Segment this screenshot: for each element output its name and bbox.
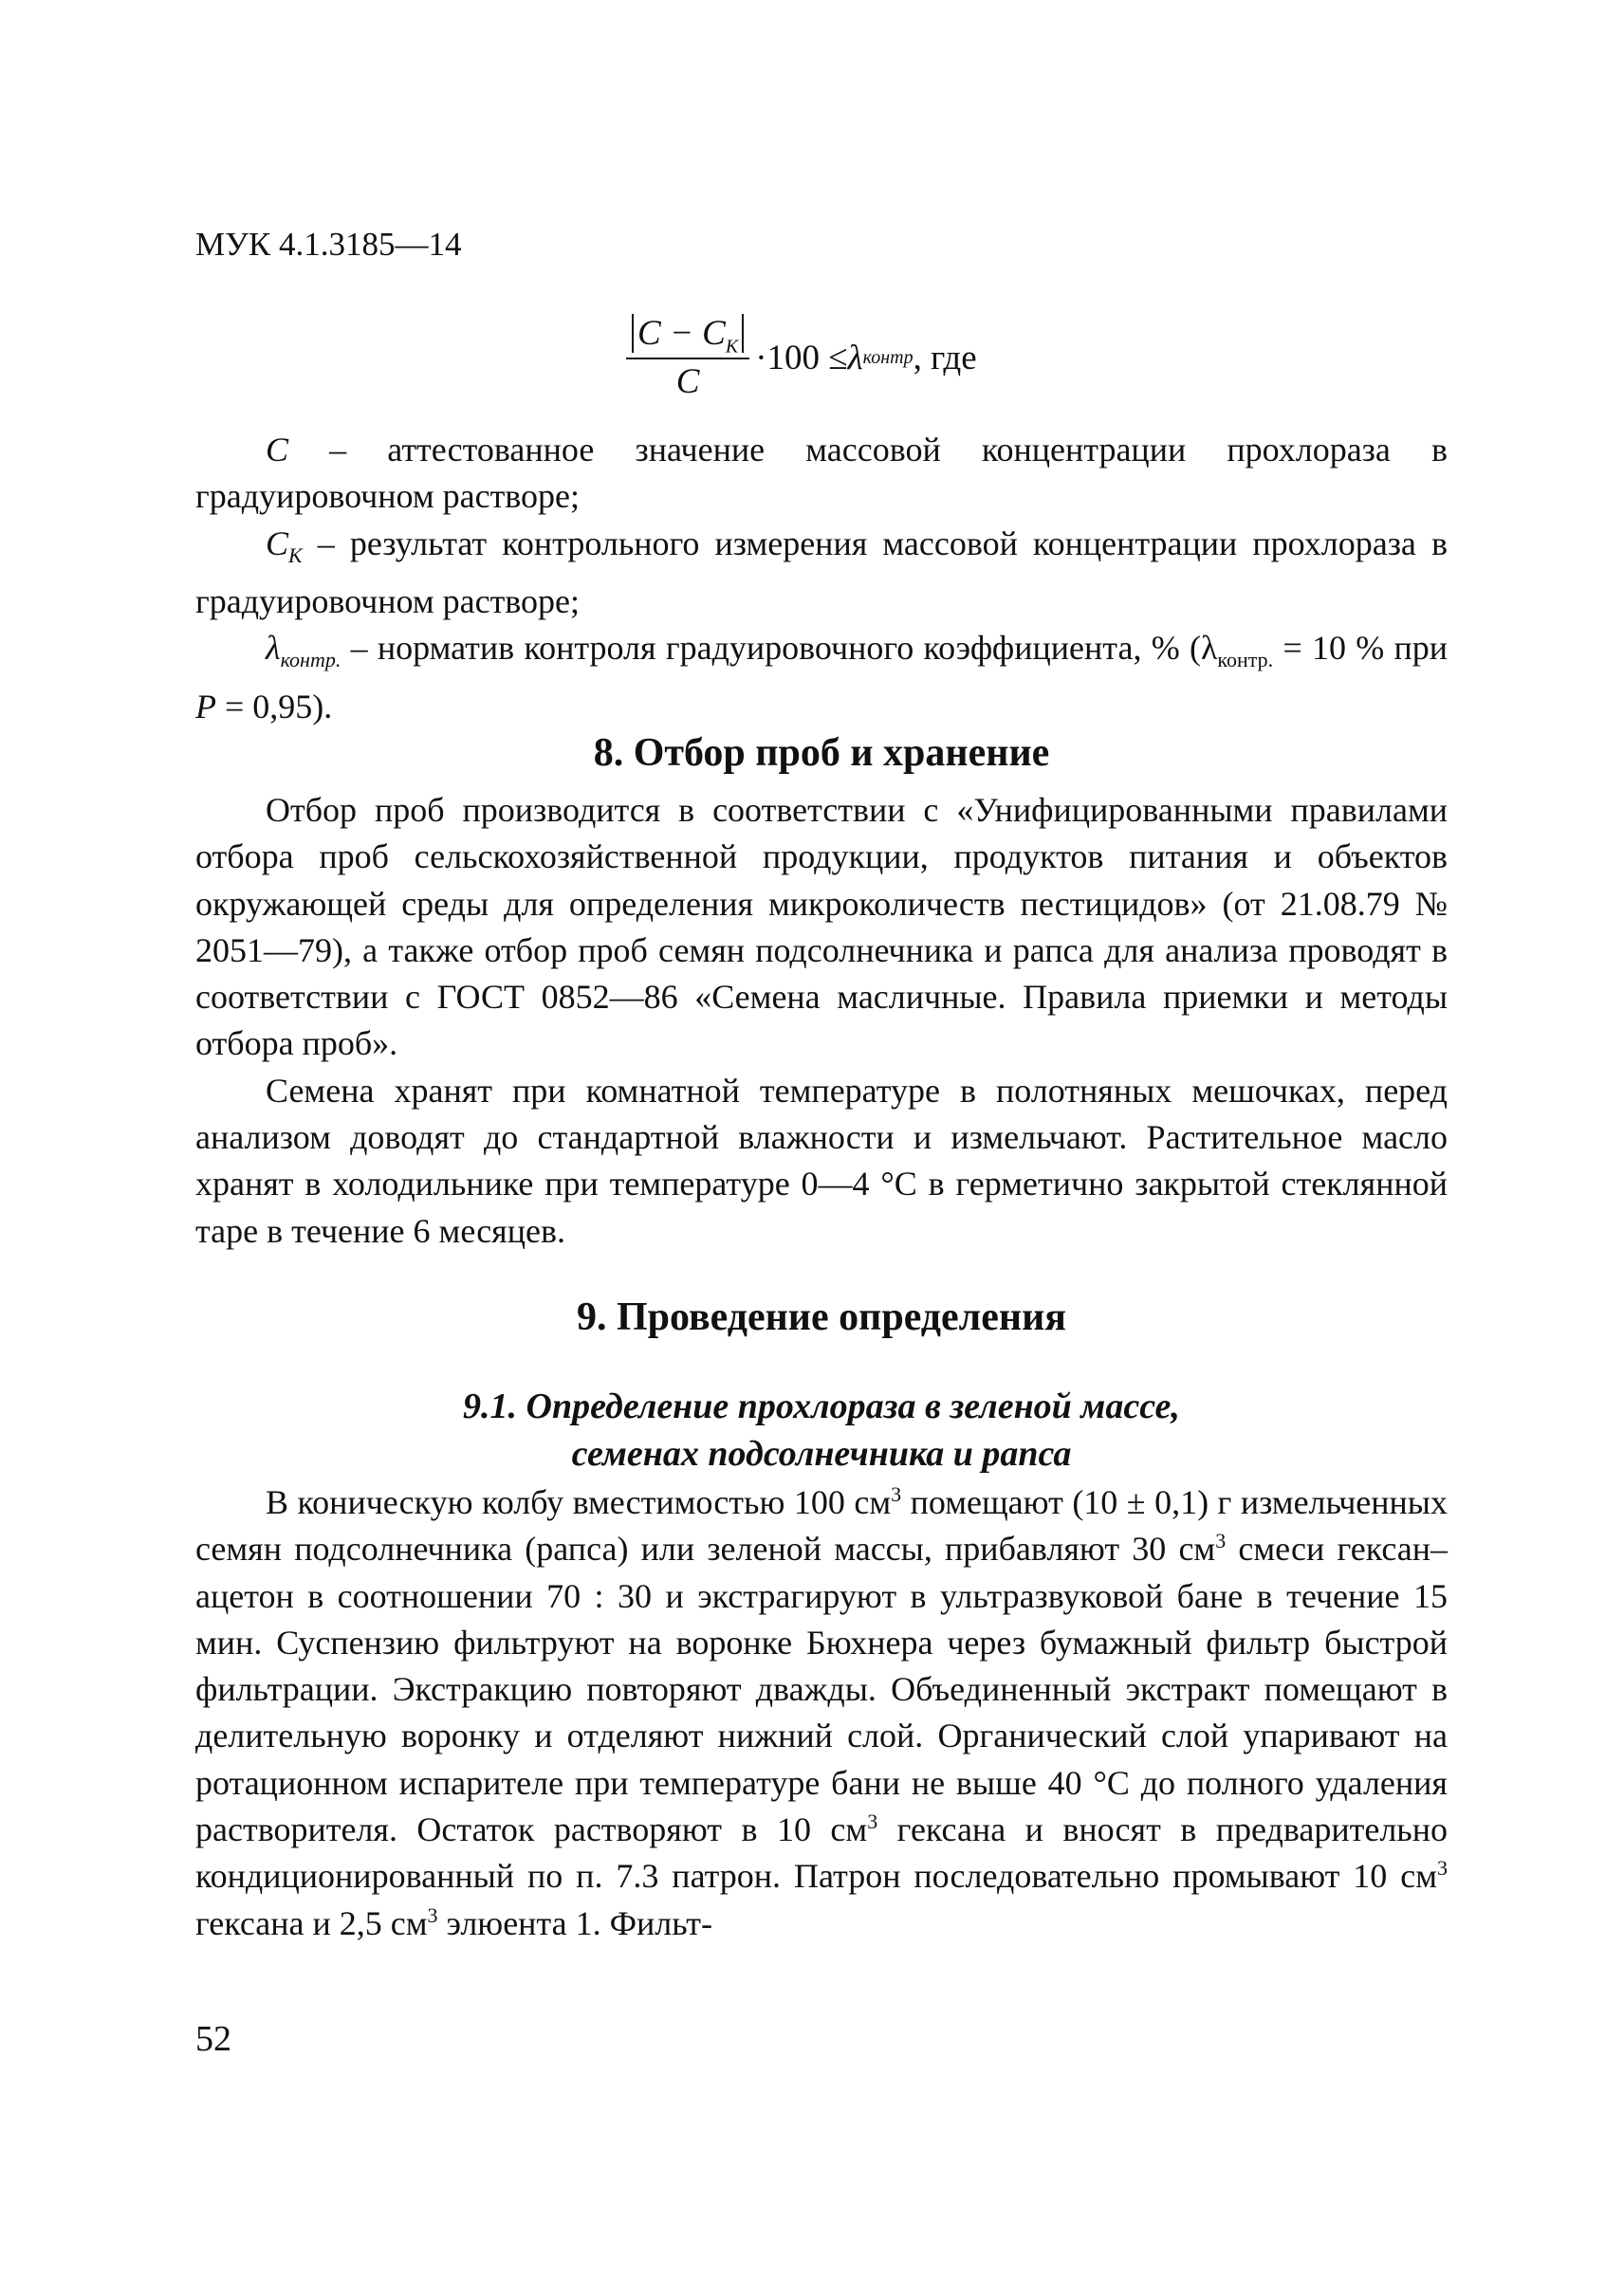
sup-cm3-1: 3 bbox=[891, 1482, 902, 1506]
formula-ck: C bbox=[702, 314, 726, 353]
symbol-lambda: λ bbox=[266, 629, 281, 668]
symbol-lambda-sub: контр. bbox=[280, 648, 341, 672]
formula-ck-sub: K bbox=[725, 336, 739, 358]
text-run-d: гексана и вносят в предварительно кондиционированный по п. 7.3 патрон. Патрон последовательно промывают 10 см bbox=[195, 1810, 1448, 1896]
definition-lambda bbox=[195, 625, 1448, 730]
definition-c bbox=[195, 427, 1448, 521]
definition-ck bbox=[195, 521, 1448, 626]
formula-c: C bbox=[637, 314, 661, 353]
symbol-ck-sub: K bbox=[288, 542, 303, 567]
text-run-a: В коническую колбу вместимостью 100 см bbox=[266, 1483, 892, 1521]
formula-numerator bbox=[626, 313, 749, 359]
definition-ck-text: – результат контрольного измерения массовой концентрации прохлораза в градуировочном растворе; bbox=[195, 523, 1448, 621]
lambda-sub-2: контр. bbox=[1217, 648, 1274, 672]
formula-times-100: ·100 ≤ bbox=[755, 338, 848, 377]
formula-fraction bbox=[626, 313, 749, 402]
text-run-c: смеси гексан–ацетон в соотношении 70 : 30 и экстрагируют в ультразвуковой бане в течение 15 мин. Суспензию фильтруют на воронке Бюхнера через бумажный фильтр быстрой фильтрации. Экстракцию повторяют дважды. Объединенный экстракт помещают в делительную воронку и отделяют нижний слой. Органический слой упаривают на ротационном испарителе при температуре бани не выше 40 °С до полного удаления растворителя. Остаток растворяют в 10 см bbox=[195, 1530, 1449, 1849]
section-9-1-subtitle bbox=[195, 1383, 1448, 1478]
section-8-paragraph-2: Семена хранят при комнатной температуре в полотняных мешочках, перед анализом доводят до стандартной влажности и измельчают. Растительное масло хранят в холодильнике при температуре 0—4 °С в герметично закрытой стеклянной таре в течение 6 месяцев. bbox=[195, 1071, 1448, 1250]
text-run-e: гексана и 2,5 см bbox=[195, 1903, 428, 1942]
symbol-ck: C bbox=[266, 523, 289, 562]
section-9-1-paragraph bbox=[195, 1479, 1448, 1947]
formula-lambda-sub: контр bbox=[862, 346, 914, 368]
definition-c-text: – аттестованное значение массовой концентрации прохлораза в градуировочном растворе; bbox=[195, 431, 1448, 516]
document-code-header: МУК 4.1.3185—14 bbox=[195, 226, 462, 263]
formula-abs-value bbox=[632, 314, 744, 358]
definition-lambda-tail: = 10 % при bbox=[1273, 629, 1448, 668]
symbol-c: C bbox=[266, 431, 289, 468]
definition-lambda-text: – норматив контроля градуировочного коэффициента, % (λ bbox=[341, 629, 1218, 668]
formula-denominator: C bbox=[675, 362, 700, 402]
sup-cm3-2: 3 bbox=[1215, 1529, 1227, 1553]
definitions-block bbox=[195, 427, 1448, 730]
sup-cm3-5: 3 bbox=[427, 1902, 438, 1927]
text-run-f: элюента 1. Фильт- bbox=[437, 1903, 713, 1942]
section-9-title: 9. Проведение определения bbox=[576, 1295, 1067, 1339]
section-9-1-body bbox=[195, 1479, 1448, 1947]
subtitle-line-2: семенах подсолнечника и рапса bbox=[571, 1434, 1072, 1474]
section-8-body bbox=[195, 787, 1448, 1255]
symbol-p: P bbox=[195, 687, 216, 726]
formula-lambda: λ bbox=[847, 338, 863, 377]
text-run-b: помещают (10 ± 0,1) г измельченных семян подсолнечника (рапса) или зеленой массы, прибавляют 30 см bbox=[195, 1483, 1448, 1569]
sup-cm3-4: 3 bbox=[1437, 1856, 1448, 1881]
page-number: 52 bbox=[195, 2019, 231, 2059]
control-formula bbox=[626, 313, 977, 402]
definition-p-tail: = 0,95). bbox=[216, 687, 333, 726]
sup-cm3-3: 3 bbox=[867, 1809, 878, 1834]
formula-tail: , где bbox=[913, 338, 977, 377]
formula-minus: − bbox=[660, 314, 703, 353]
subtitle-line-1: 9.1. Определение прохлораза в зеленой массе, bbox=[463, 1387, 1180, 1426]
section-8-title: 8. Отбор проб и хранение bbox=[593, 731, 1050, 775]
section-8-paragraph-1: Отбор проб производится в соответствии с «Унифицированными правилами отбора проб сельскохозяйственной продукции, продуктов питания и объектов окружающей среды для определения микроколичеств пестицидов» (от 21.08.79 № 2051—79), а также отбор проб семян подсолнечника и рапса для анализа проводят в соответствии с ГОСТ 0852—86 «Семена масличные. Правила приемки и методы отбора проб». bbox=[195, 791, 1448, 1063]
